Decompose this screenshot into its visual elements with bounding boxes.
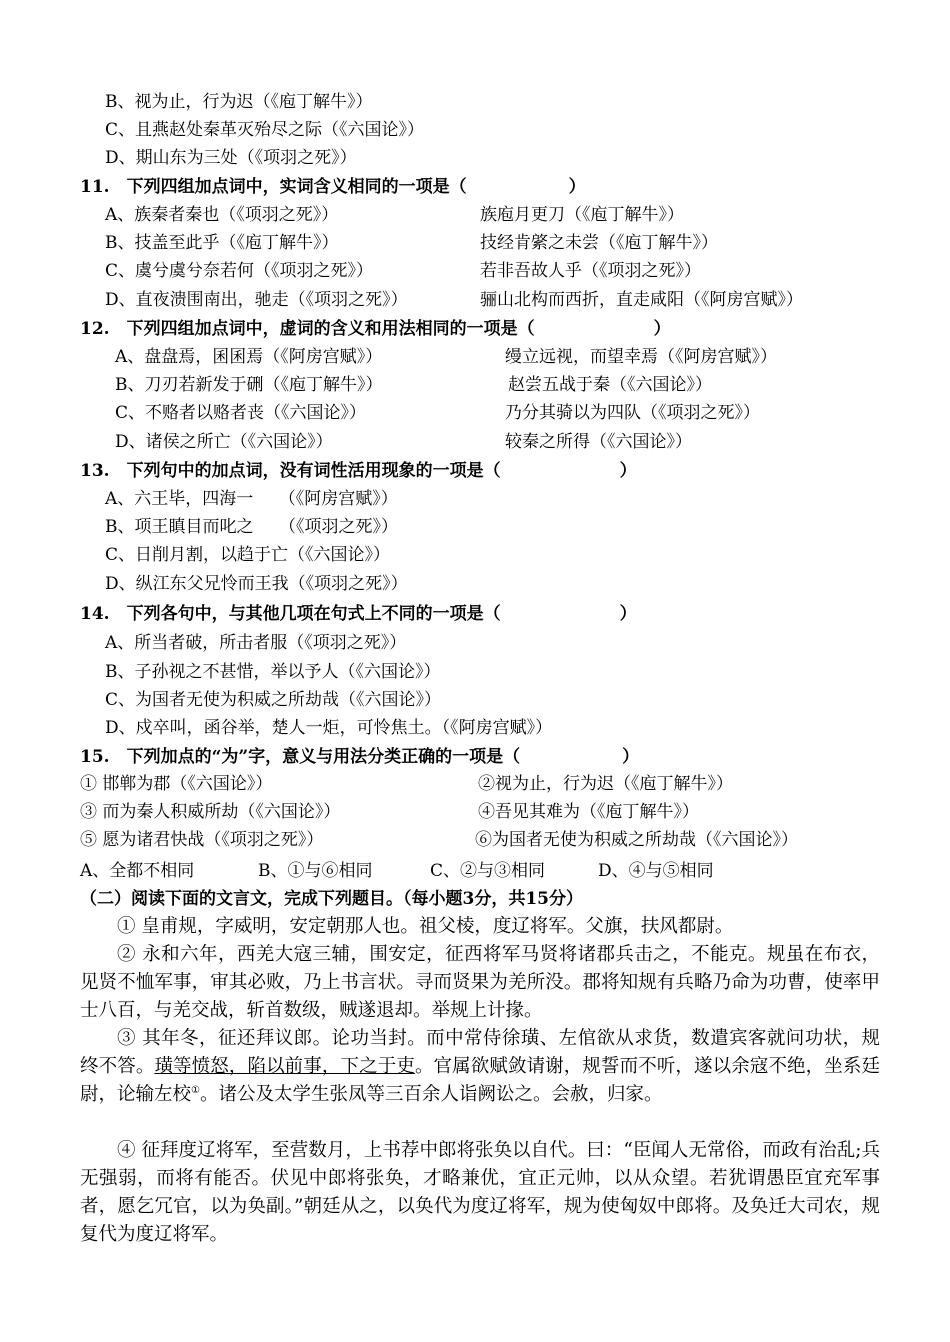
q15-item-4: ④吾见其难为（《庖丁解牛》） (478, 802, 699, 822)
q14-option-d: D、戍卒叫，函谷举，楚人一炬，可怜焦土。（《阿房宫赋》） (105, 718, 553, 738)
q15-item-1: ① 邯郸为郡（《六国论》） (80, 774, 273, 794)
section-2-heading: （二）阅读下面的文言文，完成下列题目。（每小题3分，共15分） (80, 889, 583, 909)
q15-item-2: ②视为止，行为迟（《庖丁解牛》） (478, 774, 733, 794)
question-12-stem: 12. 下列四组加点词中，虚词的含义和用法相同的一项是（ ） (80, 319, 671, 339)
q12-option-a-left: A、盘盘焉，囷囷焉（《阿房宫赋》） (115, 347, 383, 367)
q14-option-c: C、为国者无使为积威之所劫哉（《六国论》） (105, 690, 442, 710)
q13-option-a: A、六王毕，四海一 （《阿房宫赋》） (105, 489, 398, 509)
q11-option-a-right: 族庖月更刀（《庖丁解牛》） (480, 205, 684, 225)
q11-option-b-right: 技经肯綮之未尝（《庖丁解牛》） (480, 233, 718, 253)
question-11-stem: 11. 下列四组加点词中，实词含义相同的一项是（ ） (80, 177, 586, 197)
q12-option-b-left: B、刀刃若新发于硎（《庖丁解牛》） (115, 375, 383, 395)
q11-option-a-left: A、族秦者秦也（《项羽之死》） (105, 205, 339, 225)
paragraph-3-text-b: 。官属欲赋敛请谢，规誓而不听，遂以余寇不绝，坐系廷尉，论输左校 (80, 1056, 880, 1105)
passage-paragraph-1: ① 皇甫规，字威明，安定朝那人也。祖父棱，度辽将军。父旗，扶风都尉。 (117, 916, 734, 937)
q15-option-a: A、全都不相同 (80, 861, 195, 881)
underlined-sentence: 璜等愤怒，陷以前事，下之于吏 (154, 1056, 415, 1077)
q12-option-c-left: C、不赂者以赂者丧（《六国论》） (115, 403, 367, 423)
q10-option-b: B、视为止，行为迟（《庖丁解牛》） (105, 92, 373, 112)
q12-option-d-right: 较秦之所得（《六国论》） (505, 432, 692, 452)
q15-item-5: ⑤ 愿为诸君快战（《项羽之死》） (80, 830, 324, 850)
paragraph-3-text-c: 。诸公及太学生张凤等三百余人诣阙讼之。会赦，归家。 (199, 1084, 663, 1105)
q12-option-a-right: 缦立远视，而望幸焉（《阿房宫赋》） (505, 347, 777, 367)
passage-paragraph-3 (80, 1025, 880, 1109)
q15-option-d: D、④与⑤相同 (598, 861, 714, 881)
passage-paragraph-4: ④ 征拜度辽将军，至营数月，上书荐中郎将张奂以自代。曰：“臣闻人无常俗，而政有治乱;兵无强弱，而将有能否。伏见中郎将张奂，才略兼优，宜正元帅，以从众望。若犹谓愚臣宜充军事者，愿乞冗官，以为奂副。”朝廷从之，以奂代为度辽将军，规为使匈奴中郎将。及奂迁大司农，规复代为度辽将军。 (80, 1140, 880, 1245)
q13-option-d: D、纵江东父兄怜而王我（《项羽之死》） (105, 574, 408, 594)
q12-option-d-left: D、诸侯之所亡（《六国论》） (115, 432, 333, 452)
q15-item-6: ⑥为国者无使为积威之所劫哉（《六国论》） (475, 830, 798, 850)
passage-paragraph-2: ② 永和六年，西羌大寇三辅，围安定，征西将军马贤将诸郡兵击之，不能克。规虽在布衣，见贤不恤军事，审其必败，乃上书言状。寻而贤果为羌所没。郡将知规有兵略乃命为功曹，使率甲士八百，与羌交战，斩首数级，贼遂退却。举规上计掾。 (80, 944, 880, 1021)
q15-item-3: ③ 而为秦人积威所劫（《六国论》） (80, 802, 341, 822)
footnote-marker: ① (191, 1084, 200, 1096)
q13-option-b: B、项王瞋目而叱之 （《项羽之死》） (105, 517, 398, 537)
q11-option-c-right: 若非吾故人乎（《项羽之死》） (480, 261, 701, 281)
q11-option-d-right: 骊山北构而西折，直走咸阳（《阿房宫赋》） (480, 290, 803, 310)
q11-option-b-left: B、技盖至此乎（《庖丁解牛》） (105, 233, 339, 253)
q11-option-d-left: D、直夜溃围南出，驰走（《项羽之死》） (105, 290, 408, 310)
question-14-stem: 14. 下列各句中，与其他几项在句式上不同的一项是（ ） (80, 604, 637, 624)
q15-option-b: B、①与⑥相同 (258, 861, 373, 881)
q13-option-c: C、日削月割，以趋于亡（《六国论》） (105, 545, 391, 565)
q15-option-c: C、②与③相同 (430, 861, 546, 881)
q12-option-c-right: 乃分其骑以为四队（《项羽之死》） (505, 403, 760, 423)
q11-option-c-left: C、虞兮虞兮奈若何（《项羽之死》） (105, 261, 374, 281)
paragraph-3-text-a: ③ 其年冬，征还拜议郎。论功当封。而中常侍徐璜、左倌欲从求货，数遣宾客就问功状，规终不答。 (80, 1028, 880, 1077)
q12-option-b-right: 赵尝五战于秦（《六国论》） (508, 375, 712, 395)
question-13-stem: 13. 下列句中的加点词，没有词性活用现象的一项是（ ） (80, 461, 637, 481)
q14-option-b: B、子孙视之不甚惜，举以予人（《六国论》） (105, 662, 441, 682)
q10-option-d: D、期山东为三处（《项羽之死》） (105, 148, 357, 168)
question-15-stem: 15. 下列加点的“为”字，意义与用法分类正确的一项是（ ） (80, 747, 640, 767)
q14-option-a: A、所当者破，所击者服（《项羽之死》） (105, 633, 407, 653)
q10-option-c: C、且燕赵处秦革灭殆尽之际（《六国论》） (105, 120, 425, 140)
